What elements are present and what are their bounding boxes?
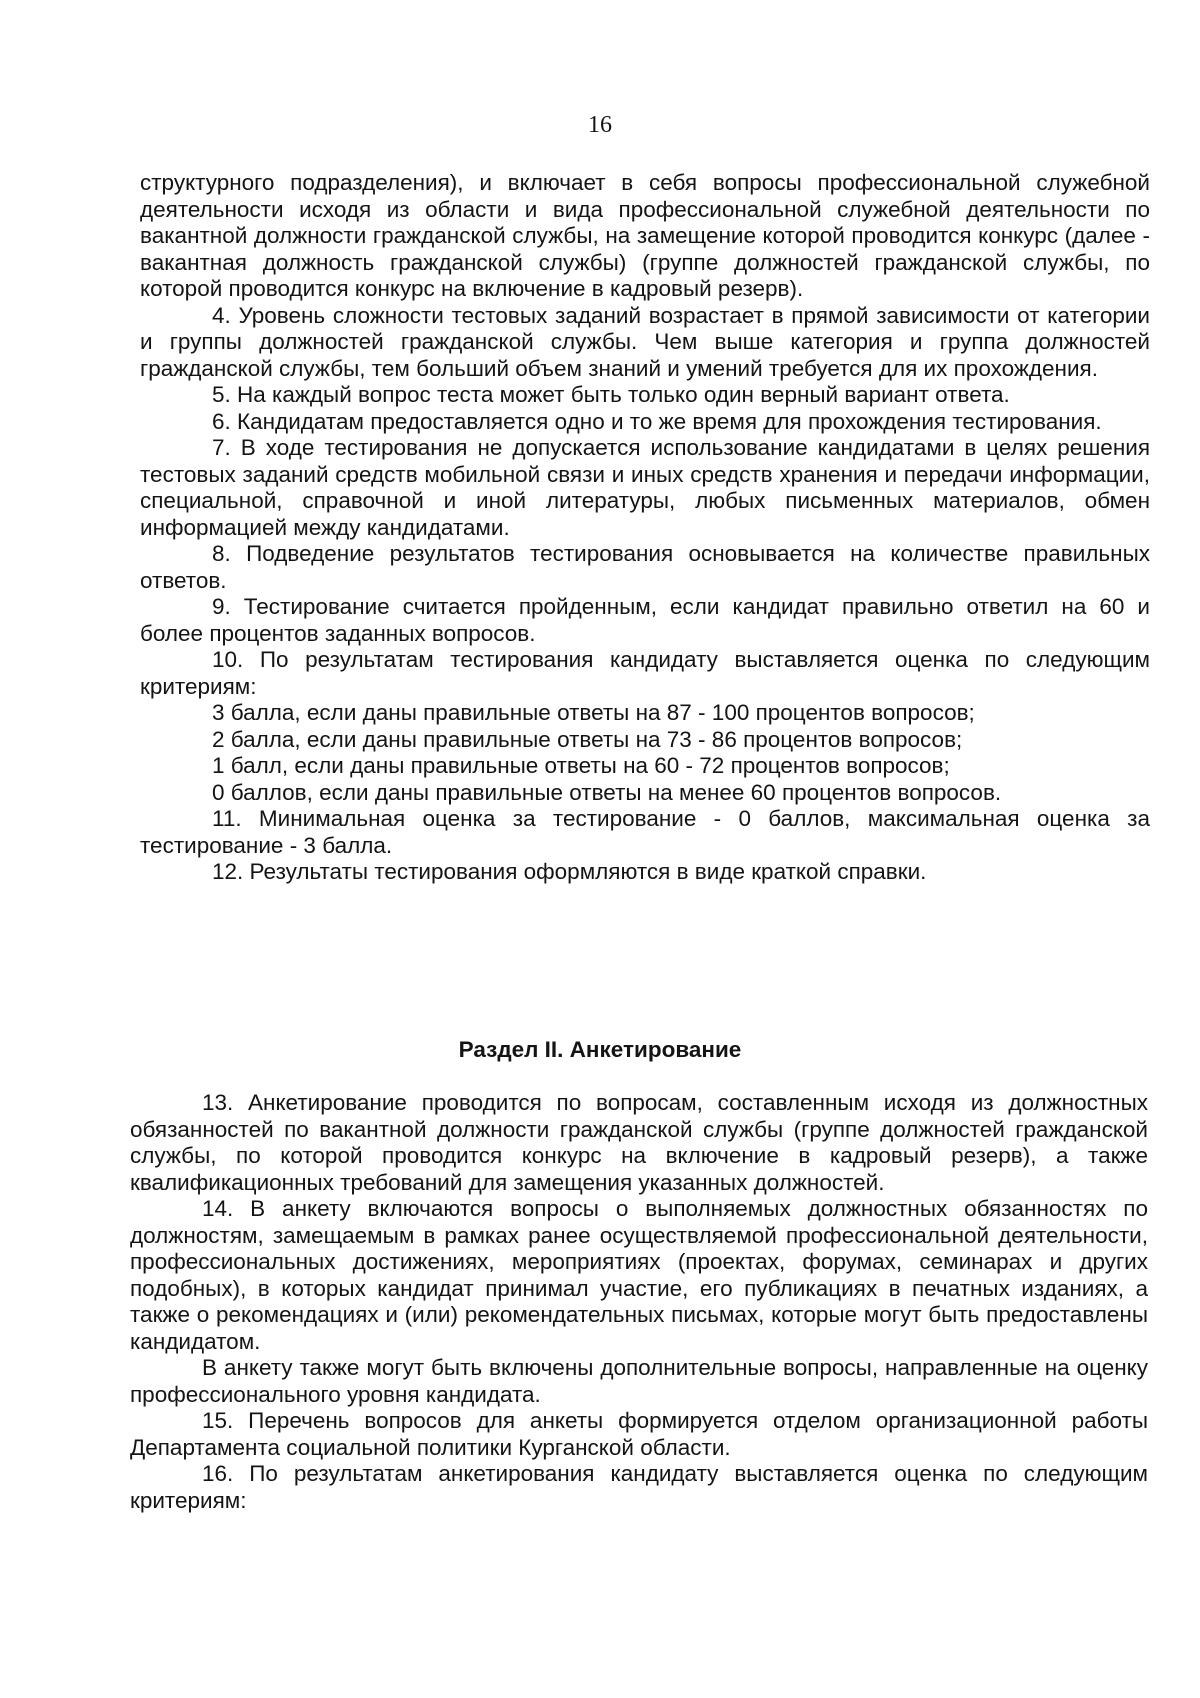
section-2-heading: Раздел II. Анкетирование bbox=[458, 1037, 742, 1062]
paragraph-10: 10. По результатам тестирования кандидату выставляется оценка по следующим критериям: bbox=[140, 647, 1150, 699]
criterion-2-points: 2 балла, если даны правильные ответы на 73 - 86 процентов вопросов; bbox=[212, 726, 963, 752]
section-1-text bbox=[140, 170, 1150, 886]
paragraph-16: 16. По результатам анкетирования кандидату выставляется оценка по следующим критериям: bbox=[130, 1461, 1148, 1513]
criterion-0-points: 0 баллов, если даны правильные ответы на менее 60 процентов вопросов. bbox=[212, 779, 1002, 805]
paragraph-3-continuation: структурного подразделения), и включает в себя вопросы профессиональной служебной деятельности исходя из области и вида профессиональной служебной деятельности по вакантной должности гражданской службы, на замещение которой проводится конкурс (далее - вакантная должность гражданской службы) (группе должностей гражданской службы, по которой проводится конкурс на включение в кадровый резерв). bbox=[140, 170, 1150, 301]
page-number: 16 bbox=[588, 112, 612, 138]
paragraph-4: 4. Уровень сложности тестовых заданий возрастает в прямой зависимости от категории и группы должностей гражданской службы. Чем выше категория и группа должностей гражданской службы, тем больший объем знаний и умений требуется для их прохождения. bbox=[140, 302, 1150, 381]
paragraph-9: 9. Тестирование считается пройденным, если кандидат правильно ответил на 60 и более процентов заданных вопросов. bbox=[140, 594, 1150, 646]
paragraph-13: 13. Анкетирование проводится по вопросам, составленным исходя из должностных обязанностей по вакантной должности гражданской службы (группе должностей гражданской службы, по которой проводится конкурс на включение в кадровый резерв), а также квалификационных требований для замещения указанных должностей. bbox=[130, 1090, 1148, 1195]
paragraph-14: 14. В анкету включаются вопросы о выполняемых должностных обязанностях по должностям, замещаемым в рамках ранее осуществляемой профессиональной деятельности, профессиональных достижениях, мероприятиях (проектах, форумах, семинарах и других подобных), в которых кандидат принимал участие, его публикациях в печатных изданиях, а также о рекомендациях и (или) рекомендательных письмах, которые могут быть предоставлены кандидатом. bbox=[130, 1196, 1148, 1354]
paragraph-12: 12. Результаты тестирования оформляются в виде краткой справки. bbox=[212, 859, 927, 884]
criterion-3-points: 3 балла, если даны правильные ответы на 87 - 100 процентов вопросов; bbox=[212, 700, 975, 725]
criterion-1-point: 1 балл, если даны правильные ответы на 60 - 72 процентов вопросов; bbox=[212, 753, 950, 778]
paragraph-14-addition: В анкету также могут быть включены дополнительные вопросы, направленные на оценку профессионального уровня кандидата. bbox=[130, 1355, 1148, 1407]
paragraph-15: 15. Перечень вопросов для анкеты формируется отделом организационной работы Департамента социальной политики Курганской области. bbox=[130, 1408, 1148, 1460]
paragraph-5: 5. На каждый вопрос теста может быть только один верный вариант ответа. bbox=[212, 382, 1010, 407]
paragraph-11: 11. Минимальная оценка за тестирование - 0 баллов, максимальная оценка за тестирование - 3 балла. bbox=[140, 806, 1150, 858]
paragraph-6: 6. Кандидатам предоставляется одно и то же время для прохождения тестирования. bbox=[212, 408, 1102, 434]
paragraph-8: 8. Подведение результатов тестирования основывается на количестве правильных ответов. bbox=[140, 541, 1150, 593]
paragraph-7: 7. В ходе тестирования не допускается использование кандидатами в целях решения тестовых заданий средств мобильной связи и иных средств хранения и передачи информации, специальной, справочной и иной литературы, любых письменных материалов, обмен информацией между кандидатами. bbox=[140, 435, 1150, 540]
section-2-text bbox=[130, 1090, 1148, 1514]
